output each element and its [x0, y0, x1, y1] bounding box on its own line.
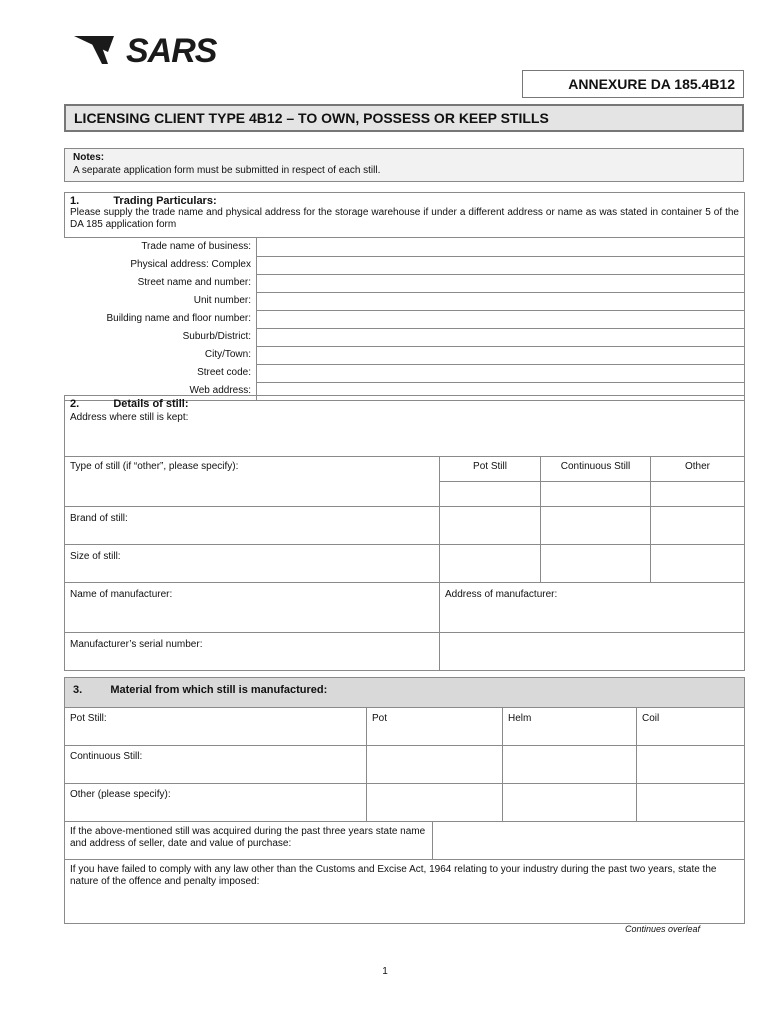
- notes-box: [64, 148, 744, 182]
- page-number: 1: [382, 966, 388, 977]
- manufacturer-label: Name of manufacturer:: [70, 588, 173, 600]
- material-coil-column-header: Coil: [637, 708, 745, 746]
- material-other-coil-cell[interactable]: [637, 784, 745, 822]
- section-3-table: [64, 677, 745, 924]
- continues-overleaf: Continues overleaf: [624, 924, 700, 934]
- street-label: Street name and number:: [137, 277, 251, 288]
- serial-number-label: Manufacturer’s serial number:: [70, 638, 203, 650]
- material-continuous-pot-cell[interactable]: [367, 746, 503, 784]
- brand-other-cell[interactable]: [651, 506, 745, 544]
- unit-field[interactable]: [257, 292, 745, 310]
- material-pot-column-header: Pot: [367, 708, 503, 746]
- complex-field[interactable]: [257, 256, 745, 274]
- section-1-table: [64, 192, 745, 401]
- section-2-table: [64, 395, 745, 671]
- unit-label: Unit number:: [193, 295, 251, 306]
- trade-name-field[interactable]: [257, 238, 745, 257]
- type-other-cell[interactable]: [651, 481, 745, 506]
- size-field[interactable]: [65, 544, 440, 582]
- section-1-instructions: Please supply the trade name and physical address for the storage warehouse if under a different address or name as was stated in container 5 of the DA 185 application form: [65, 207, 745, 238]
- material-pot-still-label: Pot Still:: [65, 708, 367, 746]
- size-continuous-cell[interactable]: [541, 544, 651, 582]
- complex-label: Physical address: Complex: [130, 259, 251, 270]
- material-other-pot-cell[interactable]: [367, 784, 503, 822]
- street-code-label: Street code:: [197, 367, 251, 378]
- brand-pot-cell[interactable]: [440, 506, 541, 544]
- section-1-header: [65, 193, 745, 208]
- still-type-field[interactable]: [65, 456, 440, 506]
- building-field[interactable]: [257, 310, 745, 328]
- type-continuous-cell[interactable]: [541, 481, 651, 506]
- section-3-header: [65, 678, 745, 708]
- acquired-field[interactable]: [433, 822, 745, 860]
- serial-number-field[interactable]: [65, 632, 440, 670]
- manufacturer-address-field[interactable]: [440, 582, 745, 632]
- section-2-header: [65, 396, 745, 411]
- size-pot-cell[interactable]: [440, 544, 541, 582]
- material-continuous-helm-cell[interactable]: [503, 746, 637, 784]
- continuous-still-header: Continuous Still: [541, 456, 651, 481]
- section-2-number: 2.: [70, 398, 80, 410]
- still-type-label: Type of still (if “other”, please specify):: [70, 460, 239, 472]
- brand-field[interactable]: [65, 506, 440, 544]
- material-other-helm-cell[interactable]: [503, 784, 637, 822]
- material-continuous-coil-cell[interactable]: [637, 746, 745, 784]
- notes-heading: Notes:: [73, 152, 105, 163]
- form-title: LICENSING CLIENT TYPE 4B12 – TO OWN, POSSESS OR KEEP STILLS: [64, 104, 744, 132]
- trade-name-label: Trade name of business:: [65, 238, 257, 257]
- section-3-number: 3.: [73, 684, 83, 696]
- other-still-header: Other: [651, 456, 745, 481]
- suburb-label: Suburb/District:: [182, 331, 251, 342]
- section-2-title: Details of still:: [113, 398, 189, 410]
- size-other-cell[interactable]: [651, 544, 745, 582]
- still-address-field[interactable]: [65, 410, 745, 456]
- manufacturer-field[interactable]: [65, 582, 440, 632]
- offence-field[interactable]: [65, 860, 745, 924]
- size-label: Size of still:: [70, 550, 121, 562]
- manufacturer-address-label: Address of manufacturer:: [445, 588, 558, 600]
- logo-text: SARS: [126, 32, 217, 70]
- web-address-label: Web address:: [65, 382, 257, 401]
- section-3-title: Material from which still is manufactured:: [110, 684, 328, 696]
- material-continuous-still-label: Continuous Still:: [65, 746, 367, 784]
- acquired-label: If the above-mentioned still was acquired during the past three years state name and address of seller, date and value of purchase:: [65, 822, 433, 860]
- section-1-title: Trading Particulars:: [113, 195, 217, 207]
- city-field[interactable]: [257, 346, 745, 364]
- street-code-field[interactable]: [257, 364, 745, 382]
- city-label: City/Town:: [204, 349, 251, 360]
- notes-text: A separate application form must be submitted in respect of each still.: [73, 165, 381, 176]
- serial-number-value[interactable]: [440, 632, 745, 670]
- offence-label: If you have failed to comply with any law other than the Customs and Excise Act, 1964 relating to your industry during the past two years, state the nature of the offence and penalty imposed:: [70, 864, 717, 887]
- material-other-label: Other (please specify):: [65, 784, 367, 822]
- pot-still-header: Pot Still: [440, 456, 541, 481]
- brand-continuous-cell[interactable]: [541, 506, 651, 544]
- sars-logo: [74, 30, 244, 72]
- still-address-label: Address where still is kept:: [70, 412, 189, 423]
- material-helm-column-header: Helm: [503, 708, 637, 746]
- type-pot-cell[interactable]: [440, 481, 541, 506]
- section-1-number: 1.: [70, 195, 80, 207]
- brand-label: Brand of still:: [70, 512, 128, 524]
- building-label: Building name and floor number:: [106, 313, 251, 324]
- annexure-label: ANNEXURE DA 185.4B12: [522, 70, 744, 98]
- suburb-field[interactable]: [257, 328, 745, 346]
- street-field[interactable]: [257, 274, 745, 292]
